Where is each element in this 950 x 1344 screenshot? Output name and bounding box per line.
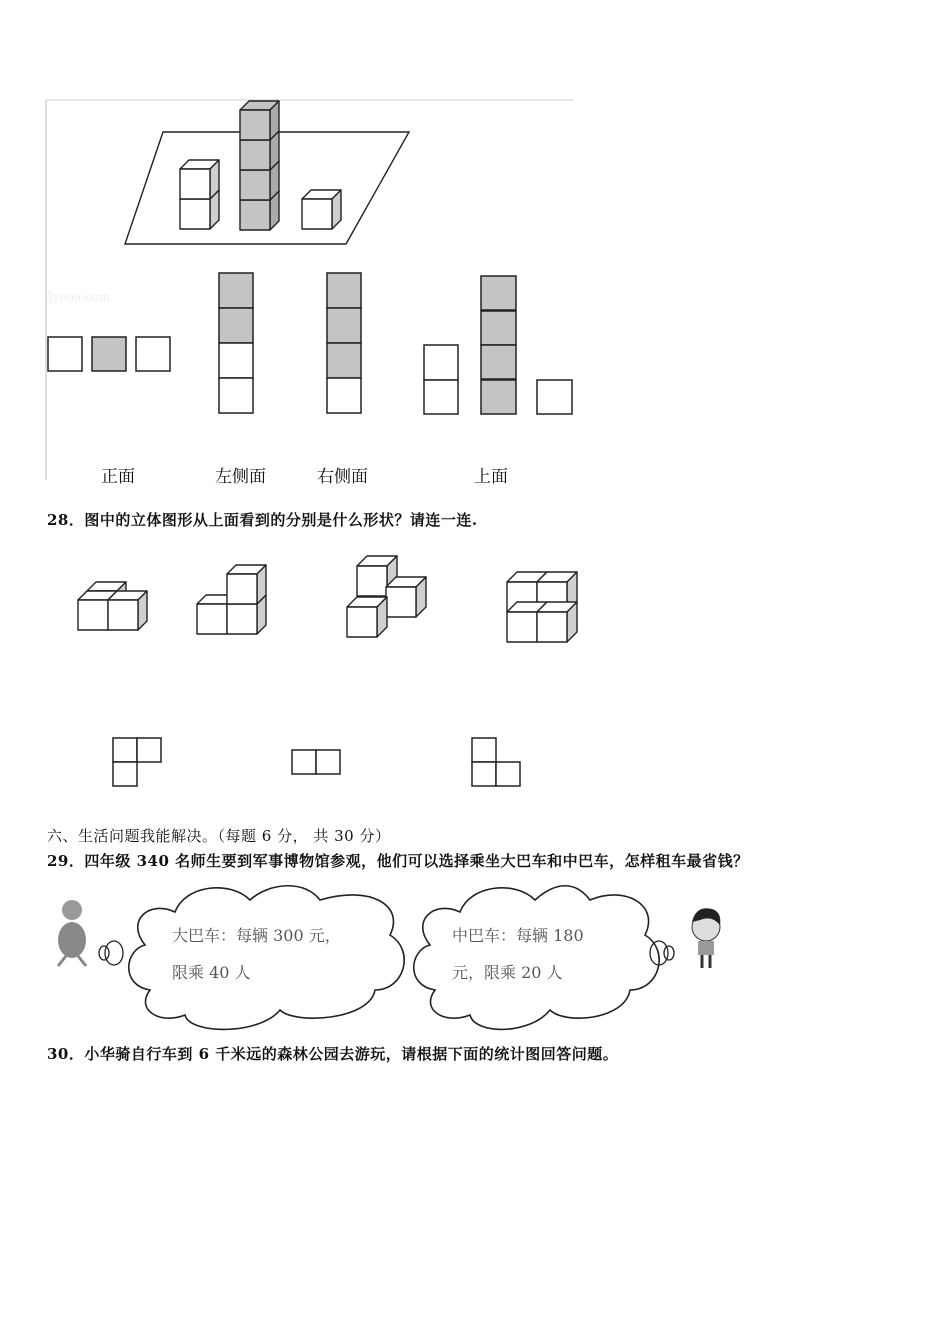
cloud-big-bus (129, 886, 404, 1030)
cube-front-face (240, 200, 270, 230)
view-square (136, 337, 170, 371)
view-square (92, 337, 126, 371)
cube-front-face (507, 612, 537, 642)
cube-front-face (180, 199, 210, 229)
bubble (664, 946, 674, 960)
view-square (481, 345, 516, 379)
watermark: Jyeoo.com (48, 290, 111, 304)
view-square (472, 762, 496, 786)
cloud-mid-bus (414, 886, 659, 1030)
view-square (292, 750, 316, 774)
front-view (48, 337, 170, 371)
option-shape-2 (292, 750, 340, 774)
cube-front-face (240, 170, 270, 200)
view-square (537, 380, 572, 414)
view-square (219, 308, 253, 343)
cube-front-face (240, 110, 270, 140)
view-square (219, 378, 253, 413)
cube-front-face (302, 199, 332, 229)
view-square (113, 762, 137, 786)
view-square (219, 273, 253, 308)
view-square (327, 308, 361, 343)
bubble (105, 941, 123, 965)
solid-d (507, 572, 577, 642)
cube-front-face (78, 600, 108, 630)
boy-illustration (692, 908, 720, 968)
view-square (316, 750, 340, 774)
view-square (472, 738, 496, 762)
top-view (424, 276, 572, 414)
cube-front-face (240, 140, 270, 170)
cube-front-face (386, 587, 416, 617)
solid-a (78, 582, 147, 630)
view-square (424, 380, 458, 414)
view-square (481, 276, 516, 310)
cloud-left-line1: 大巴车：每辆 300 元， (172, 926, 341, 945)
section-6-title: 六、生活问题我能解决。（每题 6 分， 共 30 分） (47, 827, 391, 845)
label-front-view: 正面 (101, 467, 135, 487)
left-view (219, 273, 253, 413)
cube-front-face (227, 574, 257, 604)
question-29: 29．四年级 340 名师生要到军事博物馆参观，他们可以选择乘坐大巴车和中巴车，怎样租车最省钱？ (47, 852, 749, 870)
cube-front-face (180, 169, 210, 199)
cloud-right-line1: 中巴车：每辆 180 (452, 926, 584, 945)
right-view (327, 273, 361, 413)
girl-leg (58, 956, 66, 966)
view-square (137, 738, 161, 762)
view-square (496, 762, 520, 786)
cube-front-face (537, 612, 567, 642)
thought-cloud (129, 886, 404, 1030)
cube-front-face (227, 604, 257, 634)
view-square (424, 345, 458, 380)
cloud-right-line2: 元，限乘 20 人 (452, 963, 563, 982)
girl-illustration (58, 900, 86, 966)
view-square (219, 343, 253, 378)
view-square (48, 337, 82, 371)
solid-b (197, 565, 266, 634)
cube-front-face (108, 600, 138, 630)
3d-cube-model (180, 101, 341, 230)
view-square (327, 343, 361, 378)
question-30: 30．小华骑自行车到 6 千米远的森林公园去游玩，请根据下面的统计图回答问题。 (47, 1045, 619, 1063)
option-shape-1 (113, 738, 161, 786)
view-square (327, 378, 361, 413)
label-top-view: 上面 (474, 467, 508, 487)
cube-front-face (347, 607, 377, 637)
girl-dress (58, 922, 86, 958)
cube-front-face (197, 604, 227, 634)
label-right-view: 右侧面 (317, 467, 368, 487)
view-square (113, 738, 137, 762)
cloud-left-line2: 限乘 40 人 (172, 963, 251, 982)
question-28: 28．图中的立体图形从上面看到的分别是什么形状？请连一连. (47, 511, 478, 529)
view-square (481, 311, 516, 345)
view-square (327, 273, 361, 308)
view-square (481, 380, 516, 414)
thought-cloud (414, 886, 659, 1030)
cube-front-face (357, 566, 387, 596)
girl-head (62, 900, 82, 920)
girl-leg (78, 956, 86, 966)
thought-bubbles-left (99, 941, 123, 965)
option-shape-3 (472, 738, 520, 786)
boy-body (698, 941, 714, 955)
label-left-view: 左侧面 (215, 467, 266, 487)
bubble (99, 946, 109, 960)
solid-c (347, 556, 426, 637)
